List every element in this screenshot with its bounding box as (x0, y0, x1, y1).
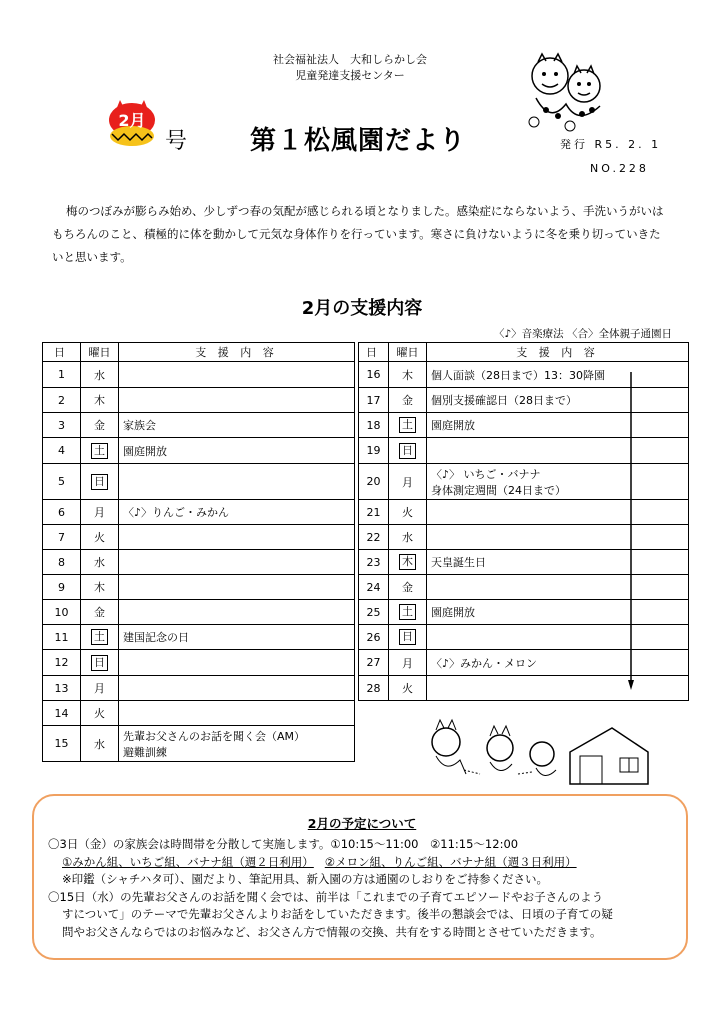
header-day: 日 (43, 343, 81, 362)
schedule-weekday-cell (389, 550, 427, 575)
schedule-weekday-cell (81, 701, 119, 726)
schedule-day: 24 (359, 575, 389, 600)
schedule-day: 1 (43, 362, 81, 388)
schedule-weekday-cell (81, 600, 119, 625)
schedule-row (359, 388, 689, 413)
schedule-day: 25 (359, 600, 389, 625)
schedule-content-line: 〈♪〉みかん・メロン (431, 656, 538, 670)
schedule-row (359, 464, 689, 500)
schedule-row (43, 464, 355, 500)
schedule-row (359, 650, 689, 676)
schedule-weekday: 水 (402, 531, 413, 544)
schedule-weekday-cell (81, 650, 119, 676)
schedule-content (119, 701, 355, 726)
schedule-day: 17 (359, 388, 389, 413)
schedule-weekday: 水 (94, 737, 105, 751)
schedule-content (119, 600, 355, 625)
schedule-content-line: 建国記念の日 (123, 631, 189, 644)
schedule-content (119, 388, 355, 413)
schedule-day: 7 (43, 525, 81, 550)
schedule-row (43, 625, 355, 650)
schedule-content (427, 438, 689, 464)
schedule-weekday: 日 (91, 655, 108, 671)
schedule-day: 3 (43, 413, 81, 438)
schedule-row (359, 600, 689, 625)
schedule-legend: 〈♪〉音楽療法 〈合〉全体親子通園日 (493, 328, 672, 340)
schedule-weekday: 木 (94, 581, 105, 594)
schedule-weekday-cell (81, 413, 119, 438)
schedule-weekday: 火 (402, 506, 413, 519)
schedule-content-line: 避難訓練 (123, 745, 167, 759)
schedule-content-line: 個人面談（28日まで）13：30降園 (431, 368, 605, 382)
schedule-day: 5 (43, 464, 81, 500)
schedule-day: 11 (43, 625, 81, 650)
schedule-day: 13 (43, 676, 81, 701)
schedule-day: 18 (359, 413, 389, 438)
oni-illustration-icon (522, 52, 610, 132)
schedule-day: 9 (43, 575, 81, 600)
schedule-weekday: 日 (91, 474, 108, 490)
schedule-day: 12 (43, 650, 81, 676)
schedule-content (427, 500, 689, 525)
schedule-content (427, 650, 689, 676)
schedule-day: 27 (359, 650, 389, 676)
schedule-weekday-cell (389, 438, 427, 464)
plans-line: 〇3日（金）の家族会は時間帯を分散して実施します。①10:15～11:00 ②11:15～12:00 (48, 837, 519, 851)
header-content: 支 援 内 容 (119, 343, 355, 362)
schedule-weekday-cell (81, 500, 119, 525)
schedule-row (359, 438, 689, 464)
schedule-weekday: 火 (402, 682, 413, 695)
schedule-content-line: 身体測定週間（24日まで） (431, 483, 566, 497)
schedule-content-line: 先輩お父さんのお話を聞く会（AM） (123, 729, 306, 743)
schedule-row (43, 701, 355, 726)
plans-title: 2月の予定について (307, 816, 417, 831)
header-content: 支 援 内 容 (427, 343, 689, 362)
schedule-content (427, 676, 689, 701)
issue-go-label: 号 (165, 129, 188, 154)
schedule-weekday-cell (389, 464, 427, 500)
schedule-content (119, 575, 355, 600)
schedule-content (427, 575, 689, 600)
schedule-row (43, 550, 355, 575)
schedule-content (119, 525, 355, 550)
schedule-weekday: 木 (94, 394, 105, 407)
schedule-content (119, 438, 355, 464)
schedule-weekday: 月 (94, 506, 105, 519)
schedule-row (43, 575, 355, 600)
schedule-weekday: 月 (402, 656, 413, 670)
schedule-day: 22 (359, 525, 389, 550)
schedule-row (43, 650, 355, 676)
schedule-row (359, 413, 689, 438)
month-badge-label: 2月 (118, 111, 146, 130)
header-dow: 曜日 (389, 343, 427, 362)
schedule-content-line: 園庭開放 (123, 444, 167, 458)
schedule-day: 4 (43, 438, 81, 464)
schedule-weekday-cell (81, 676, 119, 701)
newsletter-title: 第１松風園だより (250, 126, 467, 156)
schedule-weekday: 土 (399, 417, 416, 433)
schedule-weekday-cell (81, 362, 119, 388)
schedule-content-line: 〈♪〉 いちご・バナナ (431, 467, 541, 481)
plans-line (48, 854, 676, 872)
schedule-weekday: 金 (402, 394, 413, 407)
schedule-row (359, 500, 689, 525)
plans-group-2: ②メロン組、りんご組、バナナ組（週３日利用） (324, 854, 577, 869)
schedule-content (427, 362, 689, 388)
schedule-weekday-cell (81, 550, 119, 575)
plans-line: すについて」のテーマで先輩お父さんよりお話をしていただきます。後半の懇談会では、日頃の子育ての疑 (62, 907, 613, 921)
schedule-weekday-cell (81, 464, 119, 500)
schedule-weekday: 水 (94, 556, 105, 569)
schedule-weekday: 火 (94, 531, 105, 544)
header-dow: 曜日 (81, 343, 119, 362)
schedule-weekday-cell (389, 676, 427, 701)
schedule-row (359, 575, 689, 600)
schedule-day: 8 (43, 550, 81, 575)
schedule-content-line: 家族会 (123, 419, 156, 432)
schedule-content-line: 園庭開放 (431, 419, 475, 432)
oni-house-illustration-icon (420, 712, 652, 788)
schedule-weekday-cell (389, 575, 427, 600)
schedule-title: 2月の支援内容 (301, 298, 423, 319)
intro-paragraph: 梅のつぼみが膨らみ始め、少しずつ春の気配が感じられる頃となりました。感染症にならないよう、手洗いうがいはもちろんのこと、積極的に体を動かして元気な身体作りを行っています。寒さに負けないように冬を乗り切っていきたいと思います。 (52, 204, 664, 264)
schedule-day: 19 (359, 438, 389, 464)
schedule-day: 10 (43, 600, 81, 625)
schedule-weekday-cell (81, 726, 119, 762)
schedule-weekday-cell (81, 525, 119, 550)
schedule-content (427, 550, 689, 575)
schedule-weekday-cell (389, 600, 427, 625)
schedule-row (359, 362, 689, 388)
schedule-weekday-cell (389, 525, 427, 550)
schedule-day: 6 (43, 500, 81, 525)
schedule-table-left (42, 342, 355, 762)
schedule-row (43, 362, 355, 388)
schedule-weekday: 土 (399, 604, 416, 620)
schedule-content (427, 525, 689, 550)
schedule-weekday-cell (81, 438, 119, 464)
issue-date: 発行 R5. 2. 1 (560, 138, 662, 151)
schedule-content (427, 464, 689, 500)
schedule-weekday-cell (389, 500, 427, 525)
schedule-weekday: 日 (399, 443, 416, 459)
org-line-2: 児童発達支援センター (295, 69, 405, 82)
schedule-content-line: 個別支援確認日（28日まで） (431, 394, 577, 407)
schedule-weekday-cell (389, 650, 427, 676)
schedule-content (427, 600, 689, 625)
organization-name (230, 52, 470, 84)
schedule-weekday: 金 (94, 419, 105, 432)
schedule-weekday-cell (81, 625, 119, 650)
schedule-row (43, 600, 355, 625)
schedule-row (359, 625, 689, 650)
plans-text (48, 836, 676, 941)
schedule-content (427, 388, 689, 413)
schedule-day: 21 (359, 500, 389, 525)
schedule-row (359, 676, 689, 701)
schedule-row (43, 676, 355, 701)
org-line-1: 社会福祉法人 大和しらかし会 (273, 53, 427, 66)
schedule-weekday: 金 (94, 606, 105, 619)
schedule-weekday-cell (389, 362, 427, 388)
schedule-row (43, 438, 355, 464)
schedule-row (43, 726, 355, 762)
plans-line: 問やお父さんならではのお悩みなど、お父さん方で情報の交換、共有をする時間とさせていただきます。 (62, 924, 602, 939)
schedule-day: 20 (359, 464, 389, 500)
schedule-weekday: 土 (91, 629, 108, 645)
schedule-weekday: 土 (91, 443, 108, 459)
schedule-day: 23 (359, 550, 389, 575)
plans-group-1: ①みかん組、いちご組、バナナ組（週２日利用） (62, 854, 314, 869)
schedule-weekday: 木 (402, 368, 413, 382)
schedule-content (119, 650, 355, 676)
schedule-day: 14 (43, 701, 81, 726)
schedule-weekday: 木 (399, 554, 416, 570)
schedule-weekday-cell (81, 388, 119, 413)
schedule-content (119, 676, 355, 701)
schedule-weekday: 水 (94, 368, 105, 382)
schedule-content (119, 726, 355, 762)
schedule-day: 26 (359, 625, 389, 650)
schedule-weekday-cell (389, 413, 427, 438)
schedule-content (119, 362, 355, 388)
schedule-table-right (358, 342, 689, 701)
schedule-row (43, 388, 355, 413)
schedule-content-line: 園庭開放 (431, 606, 475, 619)
issue-number: NO.228 (590, 162, 649, 175)
schedule-content (427, 625, 689, 650)
schedule-row (359, 550, 689, 575)
schedule-weekday-cell (81, 575, 119, 600)
schedule-weekday: 火 (94, 707, 105, 720)
schedule-content-line: 天皇誕生日 (431, 556, 486, 569)
schedule-content-line: 〈♪〉りんご・みかん (123, 506, 230, 519)
schedule-weekday-cell (389, 388, 427, 413)
plans-line: 〇15日（水）の先輩お父さんのお話を聞く会では、前半は「これまでの子育てエピソードやお子さんのよう (48, 889, 604, 904)
schedule-day: 16 (359, 362, 389, 388)
schedule-row (43, 413, 355, 438)
schedule-row (359, 525, 689, 550)
schedule-content (119, 464, 355, 500)
schedule-row (43, 500, 355, 525)
schedule-content (119, 550, 355, 575)
schedule-weekday: 日 (399, 629, 416, 645)
schedule-day: 28 (359, 676, 389, 701)
duration-arrow-icon (628, 372, 634, 690)
schedule-row (43, 525, 355, 550)
schedule-content (427, 413, 689, 438)
schedule-content (119, 413, 355, 438)
plans-line: ※印鑑（シャチハタ可）、園だより、筆記用具、新入園の方は通園のしおりをご持参ください。 (62, 872, 548, 886)
schedule-weekday-cell (389, 625, 427, 650)
schedule-weekday: 月 (402, 475, 413, 489)
schedule-weekday: 金 (402, 581, 413, 594)
schedule-day: 15 (43, 726, 81, 762)
month-badge-oni-icon (106, 96, 158, 148)
schedule-content (119, 500, 355, 525)
header-day: 日 (359, 343, 389, 362)
schedule-content (119, 625, 355, 650)
schedule-day: 2 (43, 388, 81, 413)
schedule-weekday: 月 (94, 682, 105, 695)
